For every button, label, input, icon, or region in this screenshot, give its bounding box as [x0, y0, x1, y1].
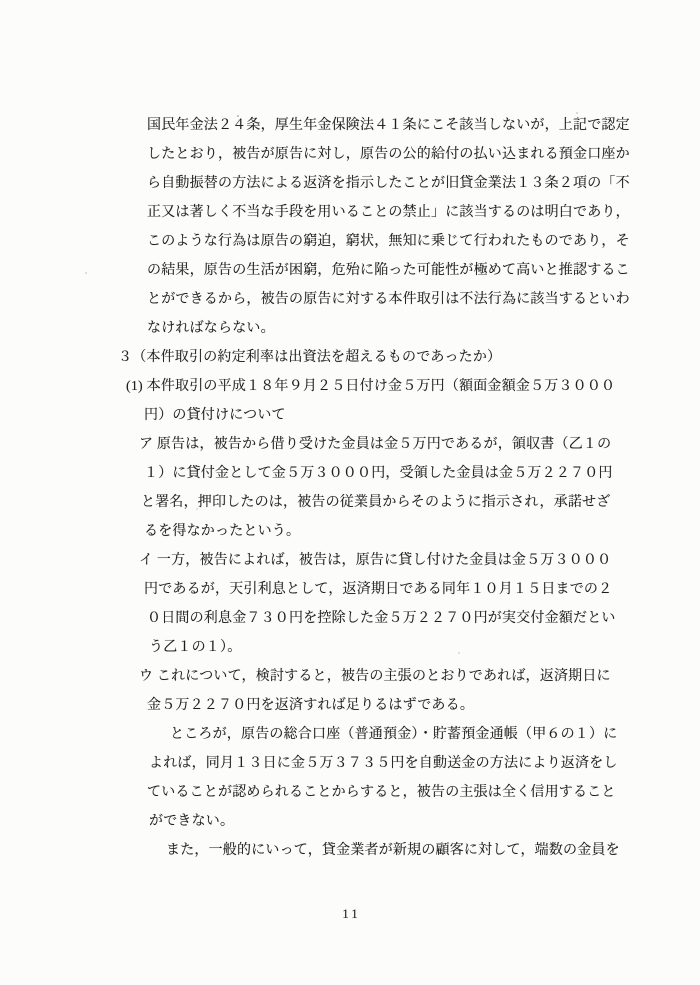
item-u-line: ウ これについて，検討すると，被告の主張のとおりであれば，返済期日に — [139, 669, 611, 684]
document-line: また，一般的にいって，貸金業者が新規の顧客に対して，端数の金員を — [166, 843, 620, 858]
section-heading-3: ３（本件取引の約定利率は出資法を超えるものであったか） — [118, 350, 502, 365]
document-line: るを得なかったという。 — [144, 524, 301, 539]
document-line: とができるから，被告の原告に対する本件取引は不法行為に該当するといわ — [147, 292, 630, 307]
item-1-line: (1) 本件取引の平成１８年９月２５日付け金５万円（額面金額金５万３０００ — [126, 379, 616, 394]
document-line: う乙１の１）。 — [149, 640, 242, 655]
scan-noise — [0, 0, 2, 2]
document-line: と署名，押印したのは，被告の従業員からそのように指示され，承諾せざ — [141, 495, 611, 510]
document-line: 正又は著しく不当な手段を用いることの禁止」に該当するのは明白であり， — [147, 205, 630, 220]
document-line: したとおり，被告が原告に対し，原告の公的給付の払い込まれる預金口座か — [147, 147, 630, 162]
document-line: 金５万２２７０円を返済すれば足りるはずである。 — [147, 698, 475, 713]
item-a-line: ア 原告は，被告から借り受けた金員は金５万円であるが，領収書（乙１の — [139, 437, 612, 452]
document-line: ら自動振替の方法による返済を指示したことが旧貸金業法１３条２項の「不 — [147, 176, 630, 191]
document-line: 円であるが，天引利息として，返済期日である同年１０月１５日までの２ — [144, 582, 613, 597]
document-line: よれば，同月１３日に金５万３７３５円を自動送金の方法により返済をし — [149, 756, 618, 771]
document-line: ところが，原告の総合口座（普通預金）・貯蓄預金通帳（甲６の１）に — [170, 727, 618, 742]
document-line: なければならない。 — [147, 321, 275, 336]
document-line: １）に貸付金として金５万３０００円，受領した金員は金５万２２７０円 — [144, 466, 613, 481]
document-line: このような行為は原告の窮迫，窮状，無知に乗じて行われたものであり，そ — [147, 234, 630, 249]
document-body — [0, 111, 700, 865]
document-line: ０日間の利息金７３０円を控除した金５万２２７０円が実交付金額だとい — [147, 611, 616, 626]
document-line: 円）の貸付けについて — [144, 408, 286, 423]
document-line: ていることが認められることからすると，被告の主張は全く信用すること — [147, 785, 616, 800]
document-line: の結果，原告の生活が困窮，危殆に陥った可能性が極めて高いと推認するこ — [147, 263, 630, 278]
document-line: ができない。 — [149, 814, 235, 829]
item-i-line: イ 一方，被告によれば，被告は，原告に貸し付けた金員は金５万３０００ — [139, 553, 612, 568]
document-line: 国民年金法２４条，厚生年金保険法４１条にこそ該当しないが，上記で認定 — [147, 118, 630, 133]
page-number: 11 — [342, 906, 361, 921]
